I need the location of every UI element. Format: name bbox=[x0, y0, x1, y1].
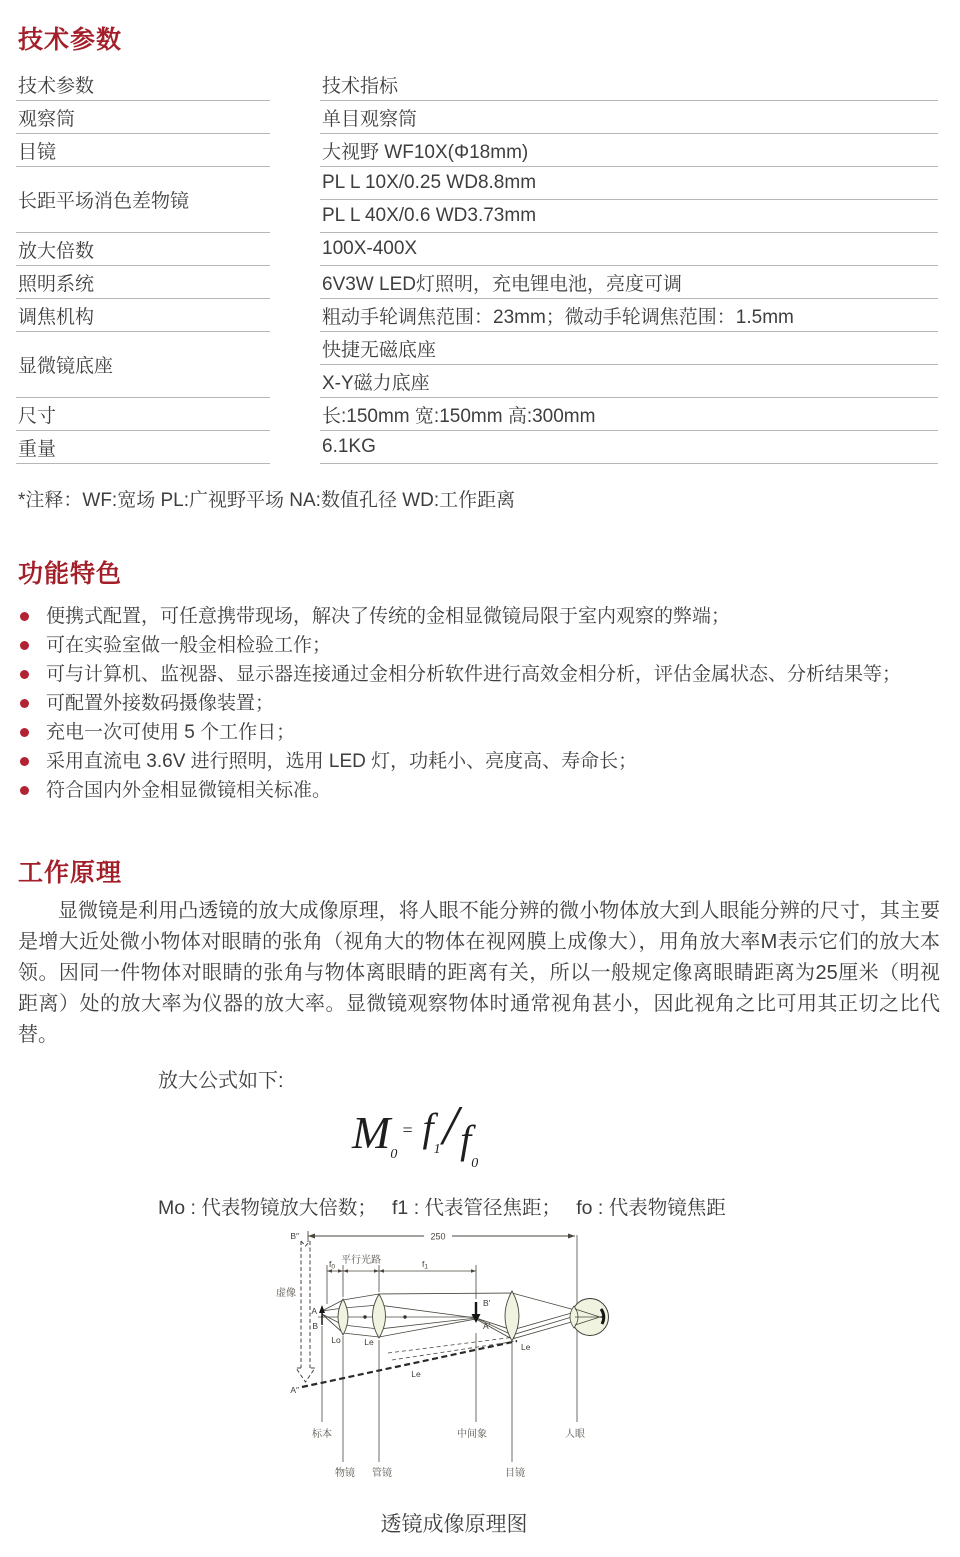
feature-list bbox=[18, 602, 942, 805]
virtual-ray-thick bbox=[302, 1341, 517, 1387]
list-item bbox=[18, 747, 942, 776]
B-prime-label: B′ bbox=[483, 1298, 491, 1308]
parallel-path-label: 平行光路 bbox=[341, 1255, 381, 1266]
table-row bbox=[16, 266, 938, 299]
cell-text: 大视野 WF10X(Φ18mm) bbox=[322, 141, 529, 163]
column-gap bbox=[270, 68, 320, 101]
cell-text: 6.1KG bbox=[322, 436, 376, 457]
list-item-text: 可配置外接数码摄像装置； bbox=[46, 693, 275, 714]
table-cell-value bbox=[320, 200, 938, 233]
eyepiece-label: 目镜 bbox=[505, 1468, 525, 1479]
section-title-principle: 工作原理 bbox=[18, 859, 123, 887]
cell-text: 长:150mm 宽:150mm 高:300mm bbox=[322, 405, 596, 427]
tech-params-table bbox=[16, 68, 938, 464]
list-item bbox=[18, 718, 942, 747]
cell-text: PL L 10X/0.25 WD8.8mm bbox=[322, 172, 537, 193]
bullet-dot-icon bbox=[20, 728, 29, 737]
eye-label: 人眼 bbox=[565, 1429, 585, 1440]
list-item-text: 可与计算机、监视器、显示器连接通过金相分析软件进行高效金相分析，评估金属状态、分析结果等； bbox=[46, 664, 902, 685]
tube-lens-shape bbox=[373, 1294, 386, 1338]
table-cell-label bbox=[16, 431, 270, 464]
column-gap bbox=[270, 134, 320, 167]
Le-tube-label: Le bbox=[364, 1337, 374, 1347]
formula-f1-sub: 1 bbox=[433, 1142, 441, 1157]
section-title-features: 功能特色 bbox=[18, 560, 123, 588]
principle-paragraph: 显微镜是利用凸透镜的放大成像原理，将人眼不能分辨的微小物体放大到人眼能分辨的尺寸，其主要是增大近处微小物体对眼睛的张角（视角大的物体在视网膜上成像大），用角放大率M表示它们的放大本领。因同一件物体对眼睛的张角与物体离眼睛的距离有关，所以一般规定像离眼睛距离为25厘米（明视距离）处的放大率为仪器的放大率。显微镜观察物体时通常视角甚小，因此视角之比可用其正切之比代替。 bbox=[18, 900, 940, 1046]
table-cell-value bbox=[320, 365, 938, 398]
B-label: B bbox=[312, 1321, 318, 1331]
bullet-dot-icon bbox=[20, 786, 29, 795]
table-cell-value bbox=[320, 266, 938, 299]
column-gap bbox=[270, 101, 320, 134]
table-row bbox=[16, 68, 938, 101]
table-cell-label bbox=[16, 398, 270, 431]
table-cell-label bbox=[16, 332, 270, 398]
lens-imaging-diagram bbox=[268, 1226, 700, 1508]
table-cell-label bbox=[16, 101, 270, 134]
B-double-prime-label: B″ bbox=[290, 1231, 299, 1241]
bullet-dot-icon bbox=[20, 699, 29, 708]
cell-text: 尺寸 bbox=[18, 405, 57, 427]
virtual-image-label: 虚像 bbox=[276, 1288, 296, 1299]
axis-dot bbox=[363, 1315, 366, 1318]
cell-text: 目镜 bbox=[18, 141, 57, 163]
table-row bbox=[16, 101, 938, 134]
axis-dot bbox=[403, 1315, 406, 1318]
formula-M: M bbox=[352, 1107, 391, 1158]
f0-sub: 0 bbox=[331, 1263, 335, 1271]
Lo-label: Lo bbox=[331, 1335, 341, 1345]
formula-legend: Mo : 代表物镜放大倍数； f1 : 代表管径焦距； fo : 代表物镜焦距 bbox=[158, 1197, 726, 1219]
column-gap bbox=[270, 398, 320, 431]
cell-text: 照明系统 bbox=[18, 273, 95, 295]
list-item bbox=[18, 689, 942, 718]
cell-text: 调焦机构 bbox=[18, 306, 95, 328]
list-item bbox=[18, 602, 942, 631]
column-gap bbox=[270, 266, 320, 299]
arrowhead bbox=[308, 1234, 315, 1239]
virtual-ray-thin bbox=[388, 1337, 515, 1353]
table-row bbox=[16, 299, 938, 332]
object-arrowhead bbox=[319, 1305, 325, 1313]
table-cell-value bbox=[320, 299, 938, 332]
table-cell-label bbox=[16, 167, 270, 233]
column-gap bbox=[270, 332, 320, 398]
bullet-dot-icon bbox=[20, 641, 29, 650]
Le-eye-label: Le bbox=[521, 1342, 531, 1352]
table-row-double bbox=[16, 167, 938, 233]
cell-text: 长距平场消色差物镜 bbox=[18, 191, 190, 212]
table-cell-value bbox=[320, 167, 938, 200]
cell-text: X-Y磁力底座 bbox=[322, 372, 430, 394]
table-cell-label bbox=[16, 233, 270, 266]
table-row bbox=[16, 134, 938, 167]
cell-text: 观察筒 bbox=[18, 108, 76, 130]
intermediate-label: 中间象 bbox=[457, 1429, 487, 1440]
column-gap bbox=[270, 431, 320, 464]
magnification-formula bbox=[352, 1095, 479, 1171]
table-cell-label bbox=[16, 68, 270, 101]
cell-text: PL L 40X/0.6 WD3.73mm bbox=[322, 205, 537, 226]
bullet-dot-icon bbox=[20, 612, 29, 621]
value-stack bbox=[320, 332, 938, 398]
table-cell-value bbox=[320, 233, 938, 266]
A-double-prime-label: A″ bbox=[290, 1385, 299, 1395]
table-row-double bbox=[16, 332, 938, 398]
list-item-text: 符合国内外金相显微镜相关标准。 bbox=[46, 780, 332, 801]
table-row bbox=[16, 233, 938, 266]
f1-base: f bbox=[422, 1259, 425, 1269]
cell-text: 技术参数 bbox=[18, 75, 95, 97]
f1-sub: 1 bbox=[424, 1263, 428, 1271]
dim-250-label: 250 bbox=[430, 1231, 446, 1242]
list-item-text: 充电一次可使用 5 个工作日； bbox=[46, 722, 296, 743]
pointer-lines bbox=[322, 1235, 577, 1462]
table-cell-value bbox=[320, 68, 938, 101]
list-item-text: 可在实验室做一般金相检验工作； bbox=[46, 635, 332, 656]
value-stack bbox=[320, 167, 938, 233]
cell-text: 技术指标 bbox=[322, 75, 399, 97]
diagram-caption: 透镜成像原理图 bbox=[380, 1513, 528, 1536]
Le-mid-label: Le bbox=[411, 1369, 421, 1379]
cell-text: 重量 bbox=[18, 438, 57, 460]
section-title-tech-params: 技术参数 bbox=[18, 26, 123, 54]
bullet-dot-icon bbox=[20, 670, 29, 679]
table-row bbox=[16, 398, 938, 431]
formula-M-sub: 0 bbox=[390, 1147, 398, 1162]
A-label: A bbox=[311, 1306, 317, 1316]
column-gap bbox=[270, 233, 320, 266]
table-cell-value bbox=[320, 101, 938, 134]
cell-text: 显微镜底座 bbox=[18, 356, 114, 377]
table-cell-label bbox=[16, 134, 270, 167]
cell-text: 6V3W LED灯照明，充电锂电池，亮度可调 bbox=[322, 273, 682, 295]
cell-text: 100X-400X bbox=[322, 238, 418, 259]
cell-text: 单目观察筒 bbox=[322, 108, 418, 130]
table-cell-label bbox=[16, 299, 270, 332]
f0-base: f bbox=[329, 1259, 332, 1269]
column-gap bbox=[270, 167, 320, 233]
bullet-dot-icon bbox=[20, 757, 29, 766]
list-item bbox=[18, 631, 942, 660]
arrowhead bbox=[568, 1234, 575, 1239]
cell-text: 放大倍数 bbox=[18, 240, 95, 262]
tube-lens-label: 管镜 bbox=[372, 1468, 392, 1479]
specimen-label: 标本 bbox=[312, 1429, 332, 1440]
table-footnote: *注释：WF:宽场 PL:广视野平场 NA:数值孔径 WD:工作距离 bbox=[18, 490, 516, 511]
table-cell-value bbox=[320, 431, 938, 464]
cell-text: 粗动手轮调焦范围：23mm；微动手轮调焦范围：1.5mm bbox=[322, 306, 794, 328]
objective-label: 物镜 bbox=[335, 1468, 355, 1479]
f1-label bbox=[422, 1259, 428, 1271]
formula-f0: f bbox=[460, 1117, 472, 1162]
A-prime-label: A′ bbox=[483, 1321, 491, 1331]
table-row bbox=[16, 431, 938, 464]
formula-equals: = bbox=[401, 1120, 414, 1140]
list-item-text: 便携式配置，可任意携带现场，解决了传统的金相显微镜局限于室内观察的弊端； bbox=[46, 606, 731, 627]
table-cell-value bbox=[320, 332, 938, 365]
table-cell-value bbox=[320, 134, 938, 167]
cell-text: 快捷无磁底座 bbox=[322, 339, 437, 361]
table-cell-value bbox=[320, 398, 938, 431]
formula-intro: 放大公式如下: bbox=[158, 1070, 284, 1092]
list-item bbox=[18, 776, 942, 805]
focal-dimensions bbox=[327, 1265, 476, 1304]
formula-f0-sub: 0 bbox=[471, 1156, 479, 1171]
f0-label bbox=[329, 1259, 335, 1271]
formula-slash: / bbox=[442, 1095, 459, 1157]
table-cell-label bbox=[16, 266, 270, 299]
formula-f1: f bbox=[422, 1105, 434, 1150]
list-item-text: 采用直流电 3.6V 进行照明，选用 LED 灯，功耗小、亮度高、寿命长； bbox=[46, 751, 638, 772]
list-item bbox=[18, 660, 942, 689]
column-gap bbox=[270, 299, 320, 332]
